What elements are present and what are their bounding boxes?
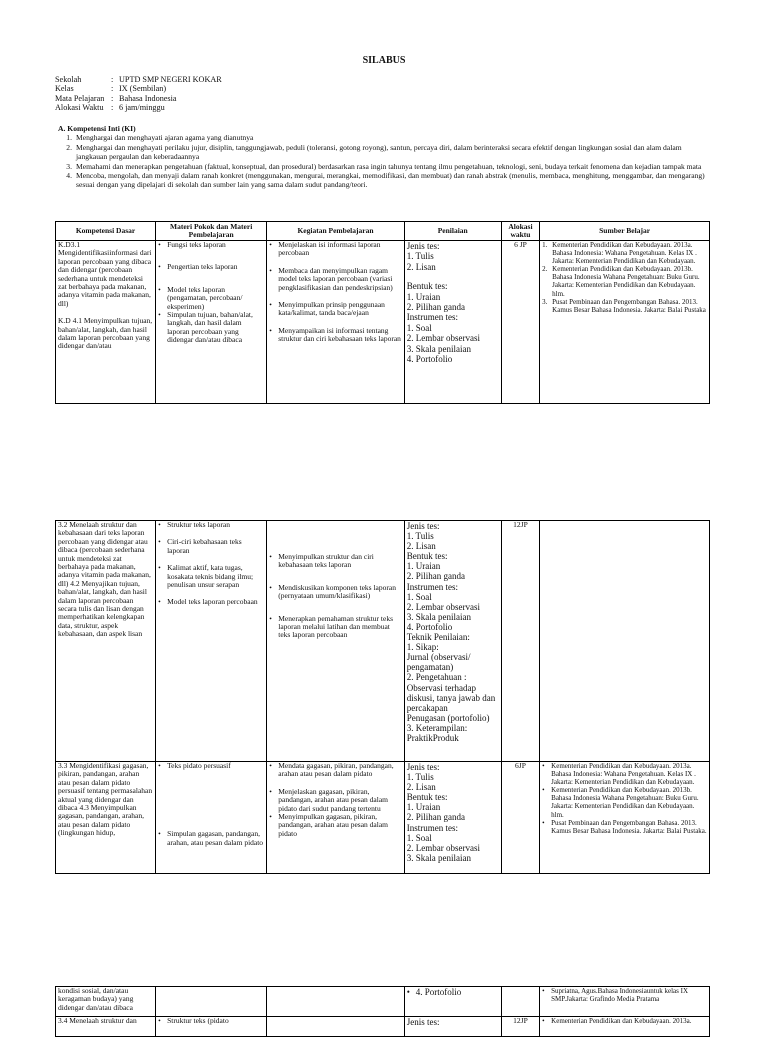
- info-label: Sekolah: [55, 75, 82, 84]
- waktu-cell: [501, 987, 539, 1017]
- info-value: IX (Sembilan): [119, 84, 167, 94]
- info-label: Mata Pelajaran: [55, 93, 105, 103]
- info-value: 6 jam/minggu: [119, 103, 165, 113]
- info-label: Alokasi Waktu: [55, 103, 104, 113]
- kegiatan-cell: • Mendata gagasan, pikiran, pandangan, arahan atau pesan dalam pidato • Menjelaskan gagasan, pikiran, pandangan, arahan atau pesan dalam pidato dari sudut pandang tertentu • Menyimpulkan gagasan, pikiran, pandangan, arahan atau pesan dalam pidato: [267, 762, 404, 874]
- kd-cell: 3.3 Mengidentifikasi gagasan, pikiran, pandangan, arahan atau pesan dalam pidato persuasif tentang permasalahan aktual yang didengar dan dibaca 4.3 Menyimpulkan gagasan, pandangan, arahan, atau pesan dalam pidato (lingkungan hidup,: [56, 762, 156, 874]
- kegiatan-cell: • Menjelaskan isi informasi laporan percobaan • Membaca dan menyimpulkan ragam model teks laporan percobaan (variasi pengklasifikasian dan pendeskripsian) • Menyimpulkan prinsip penggunaan kata/kalimat, tanda baca/ejaan • Menyampaikan isi informasi tentang struktur dan ciri kebahasaan teks laporan: [267, 241, 404, 404]
- info-value: Bahasa Indonesia: [119, 93, 177, 103]
- table-header-row: [56, 222, 710, 241]
- waktu-cell: 12JP: [501, 1017, 539, 1037]
- syllabus-table-1: [55, 221, 710, 404]
- kd-cell: 3.4 Menelaah struktur dan: [56, 1017, 156, 1037]
- sumber-cell: • Supriatna, Agus.Bahasa Indonesiauntuk kelas IX SMP.Jakarta: Grafindo Media Pratama: [540, 987, 710, 1017]
- kompetensi-inti-section: [58, 124, 713, 190]
- waktu-cell: 12JP: [501, 521, 539, 762]
- info-value: UPTD SMP NEGERI KOKAR: [119, 75, 222, 84]
- materi-cell: • Struktur teks laporan • Ciri-ciri kebahasaan teks laporan • Kalimat aktif, kata tugas, kosakata teknis bidang ilmu; penulisan unsur serapan • Model teks laporan percobaan: [156, 521, 267, 762]
- column-header: Sumber Belajar: [540, 222, 710, 241]
- page-title: SILABUS: [362, 55, 406, 66]
- sumber-cell: 1. Kementerian Pendidikan dan Kebudayaan. 2013a. Bahasa Indonesia: Wahana Pengetahuan. Kelas IX . Jakarta: Kementerian Pendidikan dan Kebudayaan. 2. Kementerian Pendidikan dan Kebudayaan. 2013b. Bahasa Indonesia Wahana Pengetahuan: Buku Guru. Jakarta: Kementerian Pendidikan dan Kebudayaan. hlm. 3. Pusat Pembinaan dan Pengembangan Bahasa. 2013. Kamus Besar Bahasa Indonesia. Jakarta: Balai Pustaka: [540, 241, 710, 404]
- column-header: Penilaian: [404, 222, 501, 241]
- table-row: [56, 521, 710, 762]
- info-row: Mata Pelajaran : Bahasa Indonesia: [55, 93, 177, 103]
- kd-cell: K.D3.1 Mengidentifikasiinformasi dari laporan percobaan yang dibaca dan didengar (percobaan sederhana untuk mendeteksi zat berbahaya pada makanan, adanya vitamin pada makanan, dll) K.D 4.1 Menyimpulkan tujuan, bahan/alat, langkah, dan hasil dalam laporan percobaan yang didengar dan/atau: [56, 241, 156, 404]
- section-heading: A. Kompetensi Inti (KI): [58, 124, 136, 133]
- sumber-cell: • Kementerian Pendidikan dan Kebudayaan. 2013a. Bahasa Indonesia: Wahana Pengetahuan. Kelas IX . Jakarta: Kementerian Pendidikan dan Kebudayaan. • Kementerian Pendidikan dan Kebudayaan. 2013b. Bahasa Indonesia Wahana Pengetahuan: Buku Guru. Jakarta: Kementerian Pendidikan dan Kebudayaan. hlm. • Pusat Pembinaan dan Pengembangan Bahasa. 2013. Kamus Besar Bahasa Indonesia. Jakarta: Balai Pustaka.: [540, 762, 710, 874]
- materi-cell: • Teks pidato persuasif • Simpulan gagasan, pandangan, arahan, atau pesan dalam pidato: [156, 762, 267, 874]
- info-row: Alokasi Waktu : 6 jam/minggu: [55, 103, 165, 113]
- kegiatan-cell: [267, 1017, 404, 1037]
- sumber-cell: • Kementerian Pendidikan dan Kebudayaan. 2013a.: [540, 1017, 710, 1037]
- info-label: Kelas: [55, 84, 74, 94]
- sumber-cell: [540, 521, 710, 762]
- syllabus-table-2: [55, 520, 710, 874]
- ki-item: 2. Menghargai dan menghayati perilaku jujur, disiplin, tanggungjawab, peduli (toleransi, gotong royong), santun, percaya diri, dalam berinteraksi secara efektif dengan lingkungan sosial dan alam dalam jangkauan pergaulan dan keberadaannya: [66, 142, 682, 162]
- kd-cell: kondisi sosial, dan/atau keragaman budaya) yang didengar dan/atau dibaca: [56, 987, 156, 1017]
- penilaian-cell: Jenis tes: 1. Tulis 2. Lisan Bentuk tes: 1. Uraian 2. Pilihan ganda Instrumen tes: 1. Soal 2. Lembar observasi 3. Skala penilaian 4. Portofolio Teknik Penilaian: 1. Sikap: Jurnal (observasi/ pengamatan) 2. Pengetahuan : Observasi terhadap diskusi, tanya jawab dan percakapan Penugasan (portofolio) 3. Keterampilan: PraktikProduk: [404, 521, 501, 762]
- penilaian-cell: • 4. Portofolio: [404, 987, 501, 1017]
- penilaian-cell: Jenis tes: 1. Tulis 2. Lisan Bentuk tes: 1. Uraian 2. Pilihan ganda Instrumen tes: 1. Soal 2. Lembar observasi 3. Skala penilaian: [404, 762, 501, 874]
- info-row: Sekolah : UPTD SMP NEGERI KOKAR: [55, 75, 222, 84]
- materi-cell: • Fungsi teks laporan • Pengertian teks laporan • Model teks laporan (pengamatan, percobaan/ eksperimen) • Simpulan tujuan, bahan/alat, langkah, dan hasil dalam laporan percobaan yang didengar dan/atau dibaca: [156, 241, 267, 404]
- column-header: Kompetensi Dasar: [56, 222, 156, 241]
- table-row: [56, 1017, 710, 1037]
- kegiatan-cell: • Menyimpulkan struktur dan ciri kebahasaan teks laporan • Mendiskusikan komponen teks laporan (pernyataan umum/klasifikasi) • Menerapkan pemahaman struktur teks laporan melalui latihan dan membuat teks laporan percobaan: [267, 521, 404, 762]
- penilaian-cell: Jenis tes: 1. Tulis 2. Lisan Bentuk tes: 1. Uraian 2. Pilihan ganda Instrumen tes: 1. Soal 2. Lembar observasi 3. Skala penilaian 4. Portofolio: [404, 241, 501, 404]
- waktu-cell: 6 JP: [501, 241, 539, 404]
- info-row: Kelas : IX (Sembilan): [55, 84, 167, 94]
- penilaian-cell: Jenis tes:: [404, 1017, 501, 1037]
- materi-cell: • Struktur teks (pidato: [156, 1017, 267, 1037]
- ki-item: 4. Mencoba, mengolah, dan menyaji dalam ranah konkret (menggunakan, mengurai, merangkai, memodifikasi, dan membuat) dan ranah abstrak (menulis, membaca, menghitung, menggambar, dan mengarang) sesuai dengan yang dipelajari di sekolah dan sumber lain yang sama dalam sudut pandang/teori.: [66, 171, 705, 190]
- table-row: [56, 241, 710, 404]
- table-row: [56, 987, 710, 1017]
- waktu-cell: 6JP: [501, 762, 539, 874]
- kd-cell: 3.2 Menelaah struktur dan kebahasaan dari teks laporan percobaan yang didengar atau dibaca (percobaan sederhana untuk mendeteksi zat berbahaya pada makanan, adanya vitamin pada makanan, dll) 4.2 Menyajikan tujuan, bahan/alat, langkah, dan hasil dalam laporan percobaan secara tulis dan lisan dengan memperhatikan kelengkapan data, struktur, aspek kebahasaan, dan aspek lisan: [56, 521, 156, 762]
- identity-block: [55, 75, 222, 113]
- materi-cell: [156, 987, 267, 1017]
- column-header: Alokasi waktu: [501, 222, 539, 241]
- ki-item: 1. Menghargai dan menghayati ajaran agama yang dianutnya: [66, 133, 254, 143]
- column-header: Kegiatan Pembelajaran: [267, 222, 404, 241]
- table-row: [56, 762, 710, 874]
- column-header: Materi Pokok dan Materi Pembelajaran: [156, 222, 267, 241]
- ki-item: 3. Memahami dan menerapkan pengetahuan (faktual, konseptual, dan prosedural) berdasarkan rasa ingin tahunya tentang ilmu pengetahuan, teknologi, seni, budaya terkait fenomena dan kejadian tampak mata: [66, 161, 702, 171]
- kegiatan-cell: [267, 987, 404, 1017]
- syllabus-table-3: [55, 986, 710, 1037]
